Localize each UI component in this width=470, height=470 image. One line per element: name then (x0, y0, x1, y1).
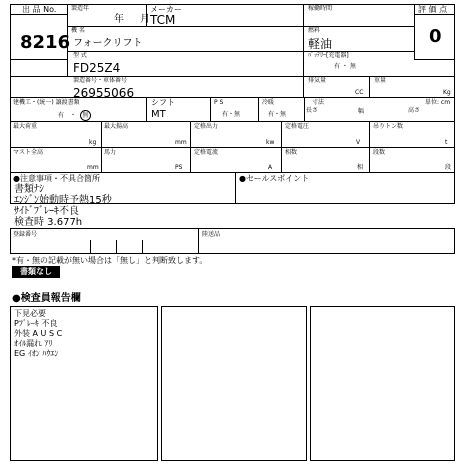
battery-options: 有 ・ 無 (334, 63, 356, 70)
inspector-title: ●検査員報告欄 (12, 293, 81, 304)
inspector-line-5: EG ｲｵﾝ ﾊｳｴﾝ (14, 349, 59, 358)
steps-label: 段数 (373, 149, 386, 156)
ship-label: 陸送品 (202, 231, 221, 238)
serial-label: 製造番号・車体番号 (73, 77, 128, 84)
hours-label: 稼働時間 (308, 5, 333, 12)
type-label: 型 式 (73, 52, 87, 59)
maker: TCM (150, 13, 176, 27)
rated-output-unit: kw (266, 139, 275, 146)
fuel-label: 燃料 (308, 27, 321, 34)
phase-unit: 相 (357, 164, 364, 171)
max-lift-label: 最大揚高 (104, 123, 129, 130)
shift-label: シフト (151, 98, 175, 107)
shift: MT (151, 109, 166, 120)
construction-label: 建機工・(統一) 譲渡書類 (13, 99, 80, 106)
maker-label: メーカー (150, 5, 182, 14)
sales-label: ●セールスポイント (239, 174, 310, 183)
model-name-label: 機 名 (71, 27, 85, 34)
max-load-unit: kg (89, 139, 97, 146)
inspector-line-4: ｵｲﾙ漏れ ｱﾘ (14, 339, 53, 348)
lot-no-label: 出 品 No. (22, 5, 57, 14)
lot-no: 8216 (20, 32, 71, 53)
serial: 26955066 (73, 86, 135, 100)
fuel: 軽油 (308, 37, 333, 51)
construction-no-circled: 無 (80, 110, 91, 121)
rated-voltage-unit: V (356, 139, 361, 146)
width-label: 幅 (358, 108, 365, 115)
weight-unit: Kg (443, 89, 451, 96)
inspector-line-3: 外装 A U S C (14, 329, 63, 338)
inspector-line-2: Pﾌﾞﾚｰｷ 不良 (14, 319, 58, 328)
power-label: 馬力 (104, 149, 117, 156)
notes-line-3: ｻｲﾄﾞﾌﾞﾚｰｷ不良 (14, 206, 79, 217)
hook-unit: t (445, 139, 448, 146)
score-label: 評 価 点 (418, 5, 448, 14)
reg-label: 登録番号 (13, 231, 38, 238)
notes-line-1: 書類ﾅｼ (14, 184, 44, 195)
notes-line-2: ｴﾝｼﾞﾝ始動時予熱15秒 (14, 195, 112, 206)
score: 0 (429, 26, 442, 47)
battery-label: ﾊﾞｯﾃﾘｰ[充電器] (308, 52, 349, 59)
construction-yes: 有 (58, 112, 65, 119)
mast-unit: mm (87, 164, 99, 171)
footer-note: *有・無の記載が無い場合は「無し」と判断致します。 (12, 256, 208, 265)
inspector-line-1: 下見必要 (14, 309, 46, 318)
ps-options: 有・無 (222, 111, 241, 118)
ps-label: P S (214, 99, 224, 106)
registration-frame (10, 228, 455, 254)
inspector-box-2 (161, 306, 307, 461)
phase-label: 相数 (285, 149, 298, 156)
cooling-options: 有・無 (268, 111, 287, 118)
height-label: 高さ (408, 107, 421, 114)
length-label: 長さ (306, 107, 319, 114)
rated-current-unit: A (268, 164, 273, 171)
displacement-unit: CC (355, 89, 364, 96)
hook-label: 吊りトン数 (373, 123, 404, 130)
notes-line-4: 検査時 3.677h (14, 217, 83, 228)
model-name: フォークリフト (73, 38, 143, 49)
year-unit-year: 年 (114, 14, 124, 25)
unit-label: 単位: cm (425, 99, 451, 106)
cooling-label: 冷暖 (262, 99, 275, 106)
year-label: 製造年 (71, 5, 90, 12)
rated-current-label: 定格電流 (194, 149, 219, 156)
mast-label: マスト全高 (13, 149, 44, 156)
power-unit: PS (175, 164, 183, 171)
notes-label: ●注意事項・不具合箇所 (13, 174, 100, 183)
year-unit-month: 月 (140, 14, 150, 25)
inspector-box-3 (310, 306, 455, 461)
max-lift-unit: mm (175, 139, 187, 146)
type: FD25Z4 (73, 61, 121, 75)
rated-output-label: 定格出力 (194, 123, 219, 130)
weight-label: 重量 (374, 77, 387, 84)
rated-voltage-label: 定格電圧 (285, 123, 310, 130)
dims-label: 寸法 (312, 99, 325, 106)
max-load-label: 最大荷重 (13, 123, 38, 130)
displacement-label: 排気量 (308, 77, 327, 84)
docs-badge: 書類なし (12, 266, 60, 278)
steps-unit: 段 (445, 164, 452, 171)
